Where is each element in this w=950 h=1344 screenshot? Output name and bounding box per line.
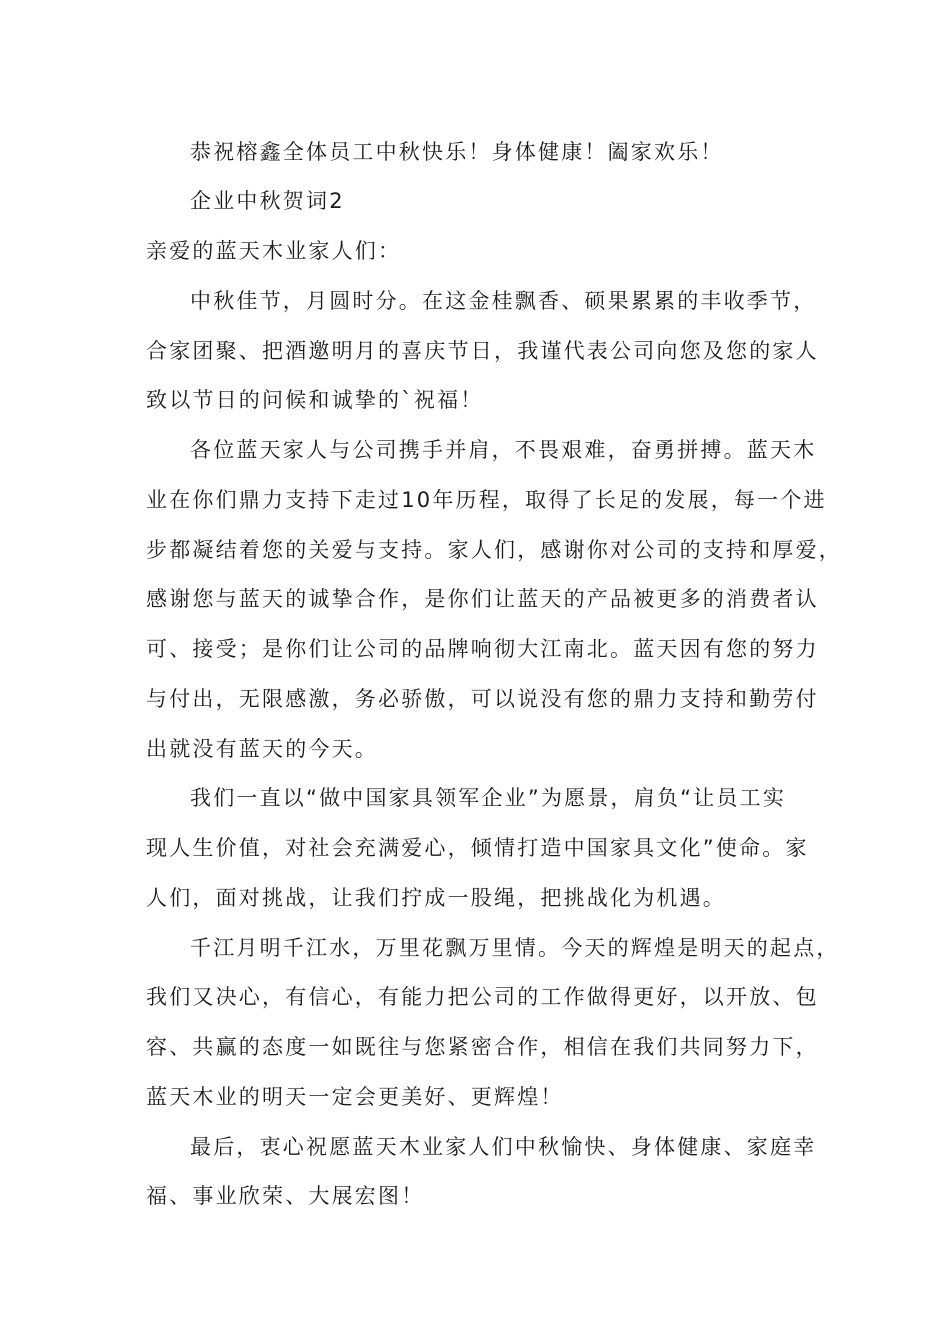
paragraph-4-line-1: 千江月明千江水，万里花飘万里情。今天的辉煌是明天的起点，: [190, 936, 840, 960]
paragraph-2-line-6: 与付出，无限感激，务必骄傲，可以说没有您的鼎力支持和勤劳付: [146, 687, 819, 711]
paragraph-2-line-7: 出就没有蓝天的今天。: [146, 737, 378, 761]
paragraph-5-line-2: 福、事业欣荣、大展宏图！: [146, 1184, 425, 1208]
paragraph-2-line-4: 感谢您与蓝天的诚挚合作，是你们让蓝天的产品被更多的消费者认: [146, 587, 819, 611]
paragraph-5-line-1: 最后，衷心祝愿蓝天木业家人们中秋愉快、身体健康、家庭幸: [190, 1135, 817, 1159]
paragraph-2-line-2: 业在你们鼎力支持下走过10年历程，取得了长足的发展，每一个进: [146, 488, 827, 512]
paragraph-1-line-3: 致以节日的问候和诚挚的`祝福！: [146, 388, 484, 412]
paragraph-1-line-2: 合家团聚、把酒邀明月的喜庆节日，我谨代表公司向您及您的家人: [146, 339, 819, 363]
paragraph-1-line-1: 中秋佳节，月圆时分。在这金桂飘香、硕果累累的丰收季节，: [190, 289, 817, 313]
section-heading: 企业中秋贺词2: [190, 189, 345, 213]
text-line-closing-wish: 恭祝榕鑫全体员工中秋快乐！身体健康！阖家欢乐！: [190, 140, 724, 164]
paragraph-2-line-1: 各位蓝天家人与公司携手并肩，不畏艰难，奋勇拼搏。蓝天木: [190, 438, 817, 462]
paragraph-4-line-2: 我们又决心，有信心，有能力把公司的工作做得更好，以开放、包: [146, 985, 819, 1009]
salutation: 亲爱的蓝天木业家人们：: [146, 239, 402, 263]
paragraph-4-line-3: 容、共赢的态度一如既往与您紧密合作，相信在我们共同努力下，: [146, 1035, 819, 1059]
paragraph-2-line-5: 可、接受；是你们让公司的品牌响彻大江南北。蓝天因有您的努力: [146, 637, 819, 661]
paragraph-3-line-1: 我们一直以“做中国家具领军企业”为愿景，肩负“让员工实: [190, 786, 787, 810]
paragraph-2-line-3: 步都凝结着您的关爱与支持。家人们，感谢你对公司的支持和厚爱，: [146, 538, 842, 562]
paragraph-4-line-4: 蓝天木业的明天一定会更美好、更辉煌！: [146, 1085, 564, 1109]
paragraph-3-line-3: 人们，面对挑战，让我们拧成一股绳，把挑战化为机遇。: [146, 886, 726, 910]
paragraph-3-line-2: 现人生价值，对社会充满爱心，倾情打造中国家具文化”使命。家: [146, 836, 809, 860]
